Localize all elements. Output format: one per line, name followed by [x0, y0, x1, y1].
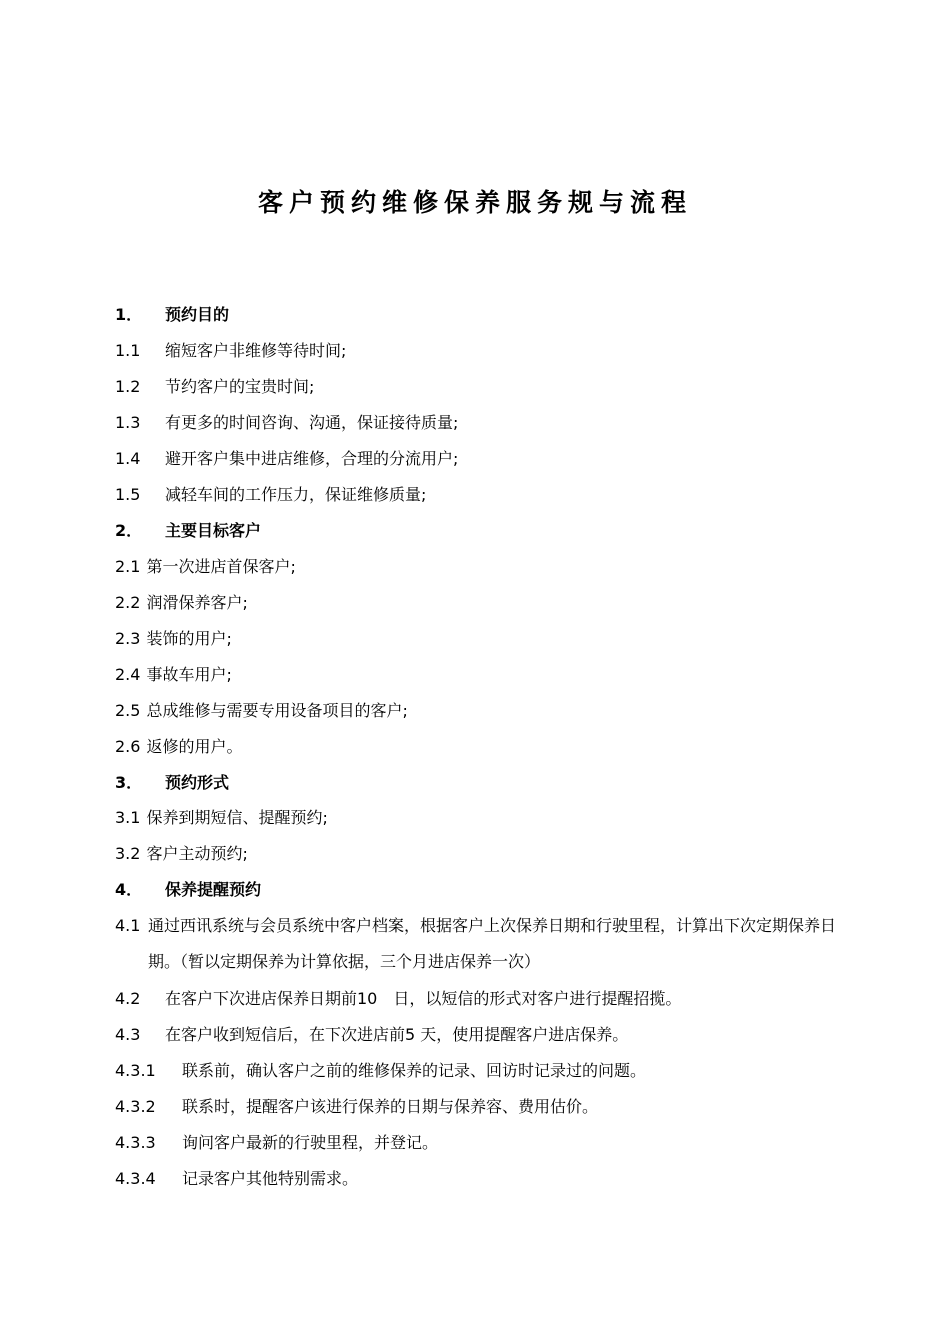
item-text: 通过西讯系统与会员系统中客户档案，根据客户上次保养日期和行驶里程，计算出下次定期保养日期。（暂以定期保养为计算依据，三个月进店保养一次）	[148, 916, 837, 971]
list-item	[115, 737, 242, 757]
list-item	[115, 377, 314, 397]
item-number: 4.3.2	[115, 1097, 156, 1116]
item-number: 1.2	[115, 377, 141, 396]
document-title: 客户预约维修保养服务规与流程	[257, 188, 692, 217]
list-item	[115, 665, 232, 685]
list-item	[115, 485, 426, 505]
item-text: 总成维修与需要专用设备项目的客户;	[146, 701, 408, 720]
item-text: 事故车用户;	[146, 665, 232, 684]
item-number: 1.4	[115, 449, 141, 468]
item-number: 4.3	[115, 1025, 141, 1044]
list-item	[115, 844, 248, 864]
item-text: 节约客户的宝贵时间;	[165, 377, 315, 396]
section-number: 3．	[115, 773, 143, 792]
list-item	[115, 701, 408, 721]
section-heading-text: 预约形式	[165, 773, 230, 792]
item-text: 联系时，提醒客户该进行保养的日期与保养容、费用估价。	[182, 1097, 599, 1116]
item-number: 2.2	[115, 593, 141, 612]
item-number: 2.3	[115, 629, 141, 648]
item-text: 减轻车间的工作压力，保证维修质量;	[165, 485, 427, 504]
list-item	[115, 1061, 646, 1081]
list-item	[115, 908, 845, 980]
list-item	[115, 1169, 358, 1189]
item-number: 2.1	[115, 557, 141, 576]
item-number: 1.5	[115, 485, 141, 504]
list-item	[115, 629, 232, 649]
item-number: 1.1	[115, 341, 141, 360]
list-item	[115, 593, 248, 613]
item-number: 2.5	[115, 701, 141, 720]
section-heading-1	[115, 305, 229, 325]
item-text: 装饰的用户;	[146, 629, 232, 648]
list-item	[115, 1097, 598, 1117]
item-number: 4.3.3	[115, 1133, 156, 1152]
list-item	[115, 989, 681, 1009]
item-text: 记录客户其他特别需求。	[182, 1169, 359, 1188]
section-number: 1．	[115, 305, 143, 324]
item-number: 4.2	[115, 989, 141, 1008]
item-text: 有更多的时间咨询、沟通，保证接待质量;	[165, 413, 459, 432]
list-item	[115, 449, 458, 469]
item-text: 第一次进店首保客户;	[146, 557, 296, 576]
item-number: 4.3.1	[115, 1061, 156, 1080]
section-number: 2．	[115, 521, 143, 540]
item-number: 4.3.4	[115, 1169, 156, 1188]
list-item	[115, 1025, 628, 1045]
item-text: 联系前，确认客户之前的维修保养的记录、回访时记录过的问题。	[182, 1061, 647, 1080]
item-number: 1.3	[115, 413, 141, 432]
item-number: 3.1	[115, 808, 141, 827]
section-heading-text: 保养提醒预约	[165, 880, 262, 899]
item-text: 润滑保养客户;	[146, 593, 248, 612]
section-heading-4	[115, 880, 261, 900]
section-heading-text: 主要目标客户	[165, 521, 262, 540]
item-text: 避开客户集中进店维修，合理的分流用户;	[165, 449, 459, 468]
item-number: 4.1	[115, 916, 141, 935]
list-item	[115, 1133, 438, 1153]
item-number: 2.6	[115, 737, 141, 756]
item-text: 询问客户最新的行驶里程，并登记。	[182, 1133, 439, 1152]
item-number: 3.2	[115, 844, 141, 863]
list-item	[115, 413, 458, 433]
item-text: 保养到期短信、提醒预约;	[146, 808, 328, 827]
section-heading-2	[115, 521, 261, 541]
list-item	[115, 808, 328, 828]
item-number: 2.4	[115, 665, 141, 684]
section-heading-text: 预约目的	[165, 305, 230, 324]
item-text: 客户主动预约;	[146, 844, 248, 863]
list-item	[115, 557, 296, 577]
list-item	[115, 341, 346, 361]
item-text: 缩短客户非维修等待时间;	[165, 341, 347, 360]
section-heading-3	[115, 773, 229, 793]
section-number: 4．	[115, 880, 143, 899]
item-text: 在客户收到短信后，在下次进店前5 天，使用提醒客户进店保养。	[165, 1025, 629, 1044]
item-text: 在客户下次进店保养日期前10 日，以短信的形式对客户进行提醒招揽。	[165, 989, 682, 1008]
item-text: 返修的用户。	[146, 737, 243, 756]
